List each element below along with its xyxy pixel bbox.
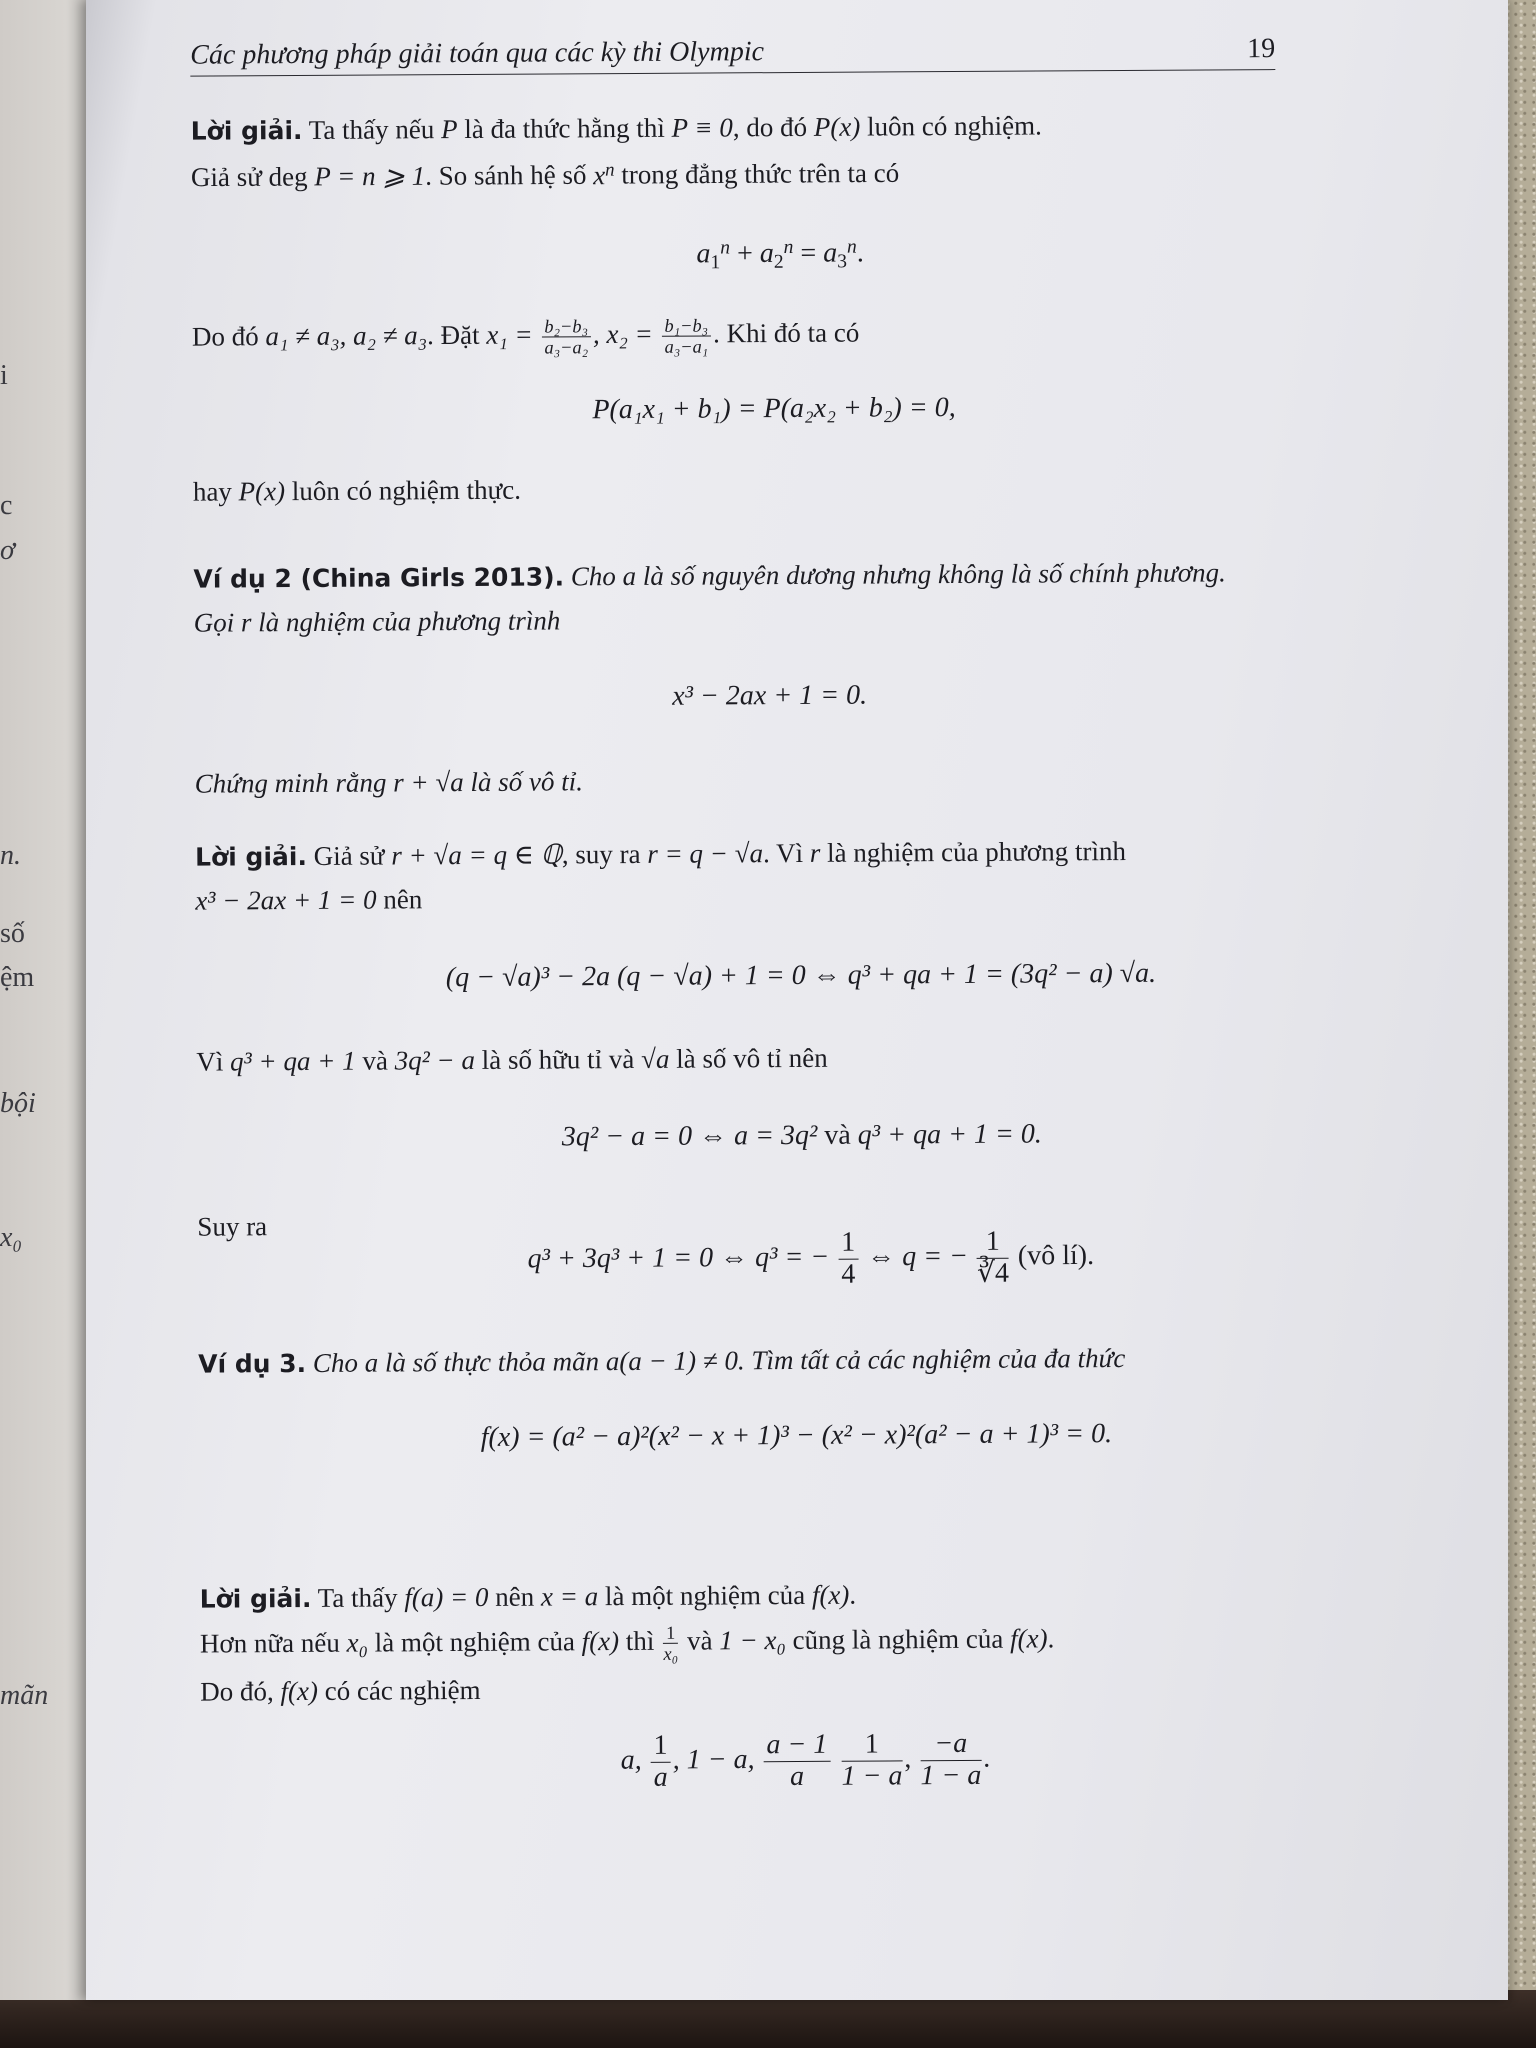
math: x³ − 2ax + 1 = 0 bbox=[195, 884, 377, 916]
equation-roots: P(a₁x₁ + b₁) = P(a₂x₂ + b₂) = 0, bbox=[592, 392, 956, 426]
text: hay bbox=[192, 476, 232, 507]
fraction: $\frac{a - 1}{a}$ bbox=[763, 1730, 830, 1793]
text: là nghiệm của phương trình bbox=[826, 835, 1126, 868]
text: . Khi đó ta có bbox=[712, 317, 860, 349]
text: là số vô tỉ. bbox=[470, 766, 584, 797]
math: q³ + qa + 1 bbox=[230, 1045, 356, 1077]
math: $x^n$ bbox=[593, 159, 615, 190]
text: Ta thấy bbox=[317, 1582, 398, 1613]
math: r bbox=[240, 607, 252, 638]
math: P ≡ 0 bbox=[671, 112, 733, 143]
sol3-line3 bbox=[200, 1675, 481, 1708]
text: Giả sử bbox=[313, 840, 385, 871]
text: Chứng minh rằng bbox=[194, 767, 387, 799]
example-label: Ví dụ 3. bbox=[198, 1348, 307, 1379]
running-header bbox=[190, 29, 1275, 77]
sol3-line1 bbox=[200, 1580, 857, 1615]
left-fragment: n. bbox=[0, 840, 21, 871]
text: luôn có nghiệm. bbox=[866, 110, 1042, 142]
left-fragment: ơ bbox=[0, 535, 15, 566]
left-fragment: mãn bbox=[0, 1680, 49, 1711]
text: . Tìm tất cả các nghiệm của đa thức bbox=[737, 1342, 1126, 1376]
left-fragment: x₀ bbox=[0, 1222, 23, 1253]
text: Hơn nữa nếu bbox=[199, 1627, 340, 1659]
math: P bbox=[440, 114, 458, 145]
fraction: $\frac{1}{1 - a}$ bbox=[841, 1728, 903, 1792]
left-fragment: số bbox=[0, 918, 25, 949]
example-label: Ví dụ 2 (China Girls 2013). bbox=[193, 562, 565, 594]
math: r + √a = q ∈ ℚ bbox=[391, 839, 562, 871]
ex2-line3 bbox=[195, 766, 583, 799]
text: là một nghiệm của bbox=[374, 1626, 575, 1658]
sol1-line1 bbox=[191, 110, 1042, 146]
math: r bbox=[809, 837, 821, 868]
solution-label: Lời giải. bbox=[199, 1583, 312, 1614]
fraction: $\frac{1}{a}$ bbox=[650, 1731, 670, 1794]
ex2-line2 bbox=[194, 605, 561, 638]
text: . Vì bbox=[762, 837, 804, 869]
solution-label: Lời giải. bbox=[190, 115, 303, 146]
text: Cho bbox=[570, 561, 616, 592]
text: Ta thấy nếu bbox=[308, 114, 435, 145]
math: x = a bbox=[540, 1581, 599, 1612]
text: là số hữu tỉ và bbox=[481, 1043, 635, 1075]
math: f(a) = 0 bbox=[404, 1581, 489, 1613]
math: x₁ = bbox=[486, 319, 533, 350]
sol2-line2 bbox=[195, 884, 422, 916]
math: 1 − x₀ bbox=[719, 1624, 786, 1656]
fraction-x1: $\frac{\text{b₂−b₃}}{\text{a₃−a₂}}$ bbox=[541, 316, 591, 358]
math: a bbox=[622, 560, 637, 592]
text: . bbox=[849, 1579, 857, 1610]
left-fragment: c bbox=[0, 490, 13, 521]
sol1-line3 bbox=[192, 315, 860, 360]
text: là đa thức hằng thì bbox=[464, 112, 665, 145]
equation-polynomial: f(x) = (a² − a)²(x² − x + 1)³ − (x² − x)²(a² − a + 1)³ = 0. bbox=[480, 1418, 1113, 1453]
header-title: Các phương pháp giải toán qua các kỳ thi Olympic bbox=[190, 36, 765, 71]
math: a₁ ≠ a₃, a₂ ≠ a₃ bbox=[265, 320, 428, 352]
fraction: $\frac{1}{\text{x₀}}$ bbox=[663, 1622, 679, 1665]
math: f(x) bbox=[581, 1625, 620, 1657]
math: √a bbox=[640, 1043, 670, 1074]
text: là số thực thỏa mãn bbox=[384, 1346, 600, 1378]
text: luôn có nghiệm thực. bbox=[291, 474, 522, 507]
page-number: 19 bbox=[1247, 33, 1276, 65]
text: nên bbox=[495, 1581, 535, 1612]
text: Gọi bbox=[193, 607, 235, 638]
text: Do đó, bbox=[200, 1676, 274, 1707]
solution-label: Lời giải. bbox=[195, 841, 307, 872]
equation-cubic: x³ − 2ax + 1 = 0. bbox=[672, 679, 868, 712]
equation-system: 3q² − a = 0 ⇔ a = 3q² và q³ + qa + 1 = 0. bbox=[561, 1118, 1042, 1153]
math: 3q² − a bbox=[394, 1044, 476, 1076]
text: và bbox=[686, 1625, 713, 1656]
equation-roots-list: a, $\frac{1}{a}$ , 1 − a, $\frac{a - 1}{a}$ $\frac{1}{1 - a}$ , $\frac{-a}{1 - a}$ . bbox=[620, 1727, 991, 1793]
math: f(x) bbox=[1009, 1623, 1048, 1654]
math: a(a − 1) ≠ 0 bbox=[605, 1345, 738, 1377]
left-fragment: bội bbox=[0, 1088, 36, 1119]
text: Vì bbox=[196, 1046, 224, 1077]
text: trong đẳng thức trên ta có bbox=[621, 157, 900, 190]
math: f(x) bbox=[280, 1675, 319, 1707]
fraction-x2: $\frac{\text{b₁−b₃}}{\text{a₃−a₁}}$ bbox=[661, 316, 711, 358]
text: và bbox=[362, 1045, 388, 1076]
sol2-line3 bbox=[196, 1043, 827, 1078]
text: là số vô tỉ nên bbox=[676, 1042, 828, 1074]
text: . Đặt bbox=[427, 319, 480, 351]
ex2-line1 bbox=[193, 557, 1226, 594]
math: x₀ bbox=[346, 1627, 369, 1658]
math: P = n ⩾ 1 bbox=[314, 160, 426, 192]
text: Cho bbox=[312, 1347, 358, 1378]
math: , x₂ = bbox=[592, 318, 653, 350]
sol1-line4 bbox=[193, 475, 521, 508]
math: P(x) bbox=[813, 111, 861, 142]
text: cũng là nghiệm của bbox=[792, 1623, 1004, 1655]
sol2-line4: Suy ra bbox=[197, 1211, 268, 1242]
fraction: $\frac{1}{4}$ bbox=[838, 1228, 858, 1291]
math: P(x) bbox=[238, 476, 286, 507]
ex3-line1 bbox=[198, 1343, 1125, 1380]
text: có các nghiệm bbox=[324, 1674, 481, 1706]
equation-contradiction: q³ + 3q³ + 1 = 0 ⇔ q³ = − $\frac{1}{4}$ ⇔ q = − $\frac{1}{∛4}$ (vô lí). bbox=[527, 1225, 1095, 1290]
text: , do đó bbox=[732, 111, 808, 143]
math: r = q − √a bbox=[647, 838, 764, 869]
left-fragment: ệm bbox=[0, 962, 35, 993]
text: . So sánh hệ số bbox=[425, 159, 587, 191]
sol3-line2 bbox=[200, 1620, 1055, 1667]
text: Giả sử deg bbox=[190, 161, 308, 193]
fraction: $\frac{1}{∛4}$ bbox=[977, 1225, 1010, 1289]
book-page bbox=[86, 0, 1508, 2000]
left-fragment: i bbox=[0, 360, 8, 391]
sol1-line2 bbox=[191, 157, 899, 193]
math: a bbox=[364, 1347, 379, 1378]
text: Do đó bbox=[191, 321, 259, 352]
text: là một nghiệm của bbox=[604, 1579, 806, 1612]
text: thì bbox=[625, 1625, 655, 1656]
text: . bbox=[1047, 1623, 1055, 1654]
fraction: $\frac{-a}{1 - a}$ bbox=[920, 1727, 982, 1792]
text: nên bbox=[383, 884, 423, 915]
page-content bbox=[190, 0, 1392, 2004]
text: , suy ra bbox=[561, 838, 641, 870]
text: là số nguyên dương nhưng không là số chính phương. bbox=[642, 557, 1226, 591]
math: r + √a bbox=[393, 767, 464, 798]
equation-power-sum: $a_1^n + a_2^n = a_3^n$. bbox=[696, 236, 864, 274]
sol2-line1 bbox=[195, 836, 1126, 873]
math: f(x) bbox=[811, 1579, 850, 1610]
text: là nghiệm của phương trình bbox=[258, 605, 561, 638]
equation-expansion: (q − √a)³ − 2a (q − √a) + 1 = 0 ⇔ q³ + qa + 1 = (3q² − a) √a. bbox=[445, 957, 1157, 994]
